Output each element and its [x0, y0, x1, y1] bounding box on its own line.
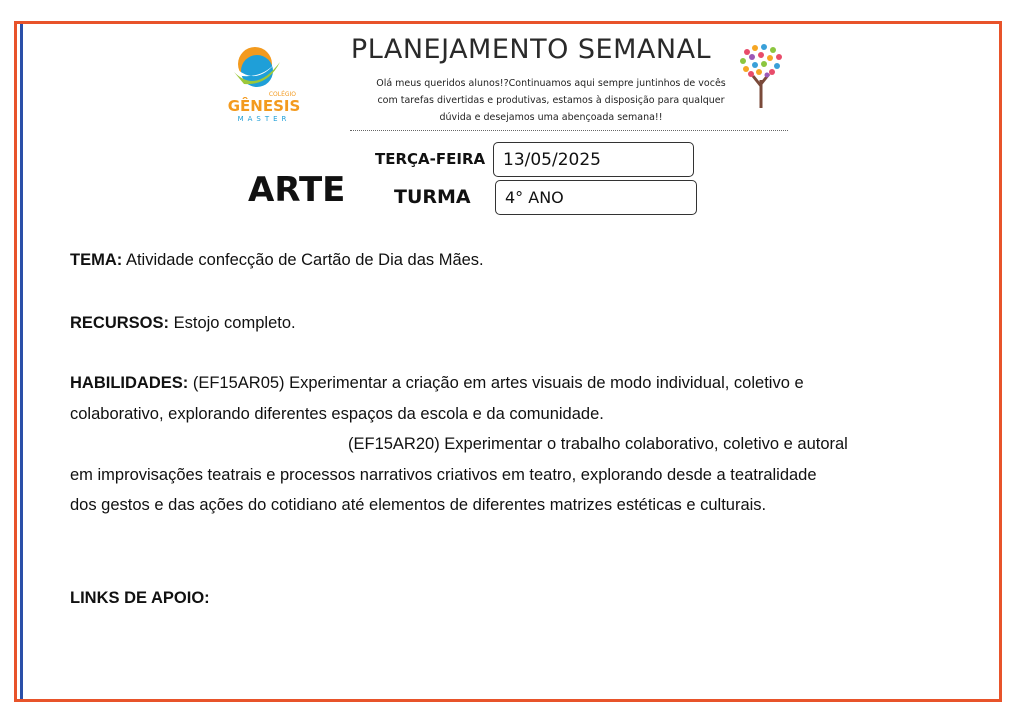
habilidade-2-line-1 — [70, 429, 960, 460]
greeting-line-2: com tarefas divertidas e produtivas, estamos à disposição para qualquer — [377, 95, 725, 106]
habilidades-label: HABILIDADES: — [70, 374, 189, 392]
page-title: PLANEJAMENTO SEMANAL — [350, 34, 712, 65]
date-field — [493, 142, 694, 177]
date-value: 13/05/2025 — [503, 149, 601, 170]
header-divider — [350, 130, 788, 131]
greeting-text — [368, 75, 734, 126]
tema-label: TEMA: — [70, 251, 123, 269]
habilidades-section — [70, 368, 960, 521]
class-label: TURMA — [394, 186, 471, 208]
class-value: 4° ANO — [505, 188, 564, 207]
recursos-label: RECURSOS: — [70, 314, 170, 332]
day-label: TERÇA-FEIRA — [375, 150, 486, 168]
habilidade-1-line-1 — [70, 368, 960, 399]
tree-icon — [737, 42, 785, 110]
habilidade-1-line-2: colaborativo, explorando diferentes espaços da escola e da comunidade. — [70, 404, 604, 423]
school-logo — [222, 40, 306, 126]
greeting-line-3: dúvida e desejamos uma abençoada semana!! — [439, 112, 663, 123]
tema-text: Atividade confecção de Cartão de Dia das Mães. — [125, 251, 484, 269]
tema-section — [70, 245, 960, 276]
habilidade-2-text: (EF15AR20) Experimentar o trabalho colaborativo, coletivo e autoral — [348, 435, 848, 453]
habilidade-1-text: (EF15AR05) Experimentar a criação em artes visuais de modo individual, coletivo e — [192, 374, 804, 392]
logo-text-master: MASTER — [237, 115, 291, 123]
habilidade-2-line-2: em improvisações teatrais e processos narrativos criativos em teatro, explorando desde a teatralidade — [70, 465, 817, 484]
recursos-section — [70, 308, 960, 339]
side-accent-bar — [20, 24, 23, 699]
logo-text-colegio: COLÉGIO — [268, 91, 296, 98]
recursos-text: Estojo completo. — [173, 314, 296, 332]
subject-title: ARTE — [248, 170, 346, 210]
logo-text-genesis: GÊNESIS — [227, 97, 301, 115]
links-label: LINKS DE APOIO: — [70, 589, 210, 607]
class-field — [495, 180, 697, 215]
greeting-line-1: Olá meus queridos alunos!?Continuamos aqui sempre juntinhos de vocês — [376, 78, 726, 89]
habilidade-2-line-3: dos gestos e das ações do cotidiano até elementos de diferentes matrizes estéticas e culturais. — [70, 496, 767, 514]
